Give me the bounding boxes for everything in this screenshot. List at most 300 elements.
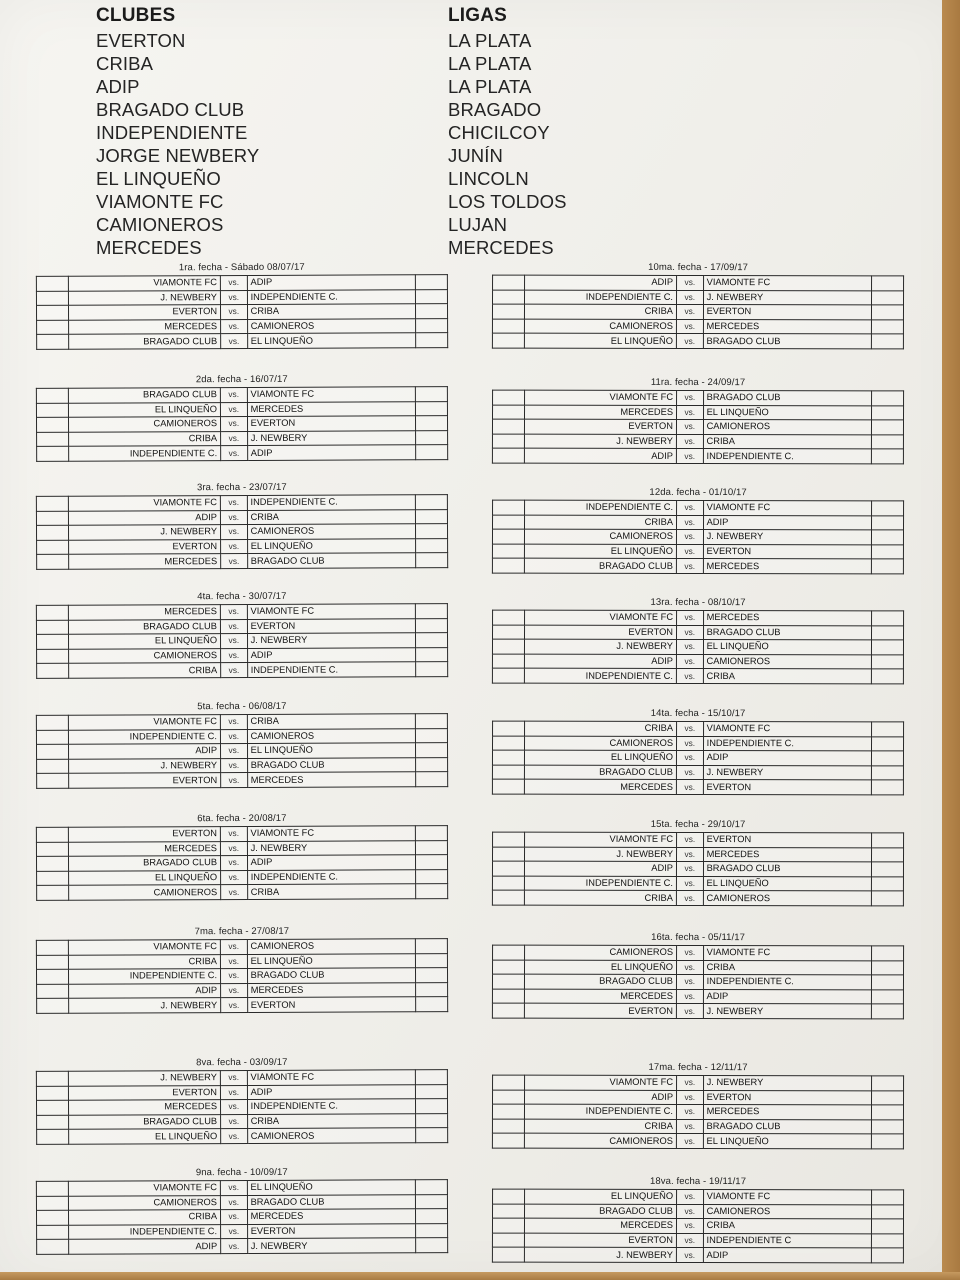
home-score-cell[interactable] — [37, 1240, 69, 1255]
home-score-cell[interactable] — [36, 1181, 68, 1196]
home-team-cell: BRAGADO CLUB — [524, 765, 676, 780]
away-score-cell[interactable] — [872, 1248, 904, 1263]
away-score-cell[interactable] — [872, 501, 904, 516]
home-team-cell: EVERTON — [68, 305, 220, 320]
home-team-cell: BRAGADO CLUB — [524, 974, 676, 989]
home-score-cell[interactable] — [492, 861, 524, 876]
away-team-cell: VIAMONTE FC — [703, 946, 872, 961]
home-score-cell[interactable] — [37, 774, 69, 789]
fixture-table — [492, 721, 904, 796]
home-team-cell: MERCEDES — [524, 405, 676, 420]
table-row — [492, 558, 903, 573]
away-team-cell: INDEPENDIENTE C. — [247, 289, 416, 304]
away-score-cell[interactable] — [872, 891, 904, 906]
home-score-cell[interactable] — [36, 940, 68, 955]
vs-label: vs. — [677, 1189, 704, 1204]
away-team-cell: J. NEWBERY — [247, 1238, 416, 1253]
away-score-cell[interactable] — [872, 990, 904, 1005]
away-score-cell[interactable] — [872, 1105, 904, 1120]
fixture-block — [492, 932, 904, 1020]
away-team-cell: VIAMONTE FC — [247, 604, 416, 619]
home-score-cell[interactable] — [36, 715, 68, 730]
away-score-cell[interactable] — [872, 1190, 904, 1205]
home-score-cell[interactable] — [36, 291, 68, 306]
away-score-cell[interactable] — [872, 877, 904, 892]
home-team-cell: VIAMONTE FC — [68, 496, 220, 511]
home-team-cell: ADIP — [68, 744, 220, 759]
liga-item: LA PLATA — [448, 30, 532, 51]
home-score-cell[interactable] — [492, 1133, 524, 1148]
away-team-cell: EVERTON — [703, 544, 872, 559]
away-team-cell: J. NEWBERY — [247, 633, 416, 648]
home-score-cell[interactable] — [492, 668, 524, 683]
home-score-cell[interactable] — [492, 974, 524, 989]
fixture-title: 16ta. fecha - 05/11/17 — [651, 931, 746, 944]
away-team-cell: ADIP — [703, 1248, 872, 1263]
away-team-cell: INDEPENDIENTE C. — [703, 449, 872, 464]
home-score-cell[interactable] — [493, 290, 525, 305]
home-score-cell[interactable] — [36, 955, 68, 970]
vs-label: vs. — [677, 721, 704, 736]
away-score-cell[interactable] — [416, 538, 448, 553]
home-score-cell[interactable] — [36, 511, 68, 526]
table-row — [493, 515, 904, 530]
away-team-cell: CAMIONEROS — [703, 420, 872, 435]
fixture-table — [36, 386, 448, 462]
home-score-cell[interactable] — [492, 779, 524, 794]
away-score-cell[interactable] — [872, 722, 904, 737]
away-score-cell[interactable] — [872, 625, 904, 640]
home-score-cell[interactable] — [492, 1218, 524, 1233]
home-score-cell[interactable] — [36, 1210, 68, 1225]
home-score-cell[interactable] — [37, 540, 69, 555]
home-score-cell[interactable] — [492, 434, 524, 449]
vs-label: vs. — [221, 758, 248, 773]
away-team-cell: CRIBA — [247, 509, 416, 524]
home-score-cell[interactable] — [493, 625, 525, 640]
away-score-cell[interactable] — [416, 884, 448, 899]
home-team-cell: MERCEDES — [68, 605, 220, 620]
away-score-cell[interactable] — [872, 655, 904, 670]
away-score-cell[interactable] — [416, 333, 448, 348]
away-score-cell[interactable] — [416, 647, 448, 662]
away-team-cell: VIAMONTE FC — [703, 276, 872, 291]
home-score-cell[interactable] — [493, 1189, 525, 1204]
away-team-cell: ADIP — [247, 445, 416, 460]
away-score-cell[interactable] — [872, 530, 904, 545]
home-score-cell[interactable] — [37, 432, 69, 447]
home-score-cell[interactable] — [36, 1071, 68, 1086]
vs-label: vs. — [676, 975, 703, 990]
away-score-cell[interactable] — [416, 318, 448, 333]
home-score-cell[interactable] — [493, 515, 525, 530]
home-team-cell: CAMIONEROS — [68, 1195, 220, 1210]
table-row — [493, 500, 904, 515]
home-score-cell[interactable] — [36, 305, 68, 320]
away-score-cell[interactable] — [872, 276, 904, 291]
away-score-cell[interactable] — [416, 1113, 448, 1128]
home-score-cell[interactable] — [492, 1233, 524, 1248]
home-team-cell: INDEPENDIENTE C. — [68, 969, 220, 984]
away-score-cell[interactable] — [872, 290, 904, 305]
away-score-cell[interactable] — [872, 1234, 904, 1249]
vs-label: vs. — [220, 619, 247, 634]
home-team-cell: CAMIONEROS — [68, 648, 220, 663]
club-item: INDEPENDIENTE — [96, 122, 248, 143]
fixture-title: 2da. fecha - 16/07/17 — [195, 373, 288, 386]
vs-label: vs. — [221, 1224, 248, 1239]
away-team-cell: CAMIONEROS — [247, 939, 416, 954]
table-row — [492, 319, 903, 334]
home-score-cell[interactable] — [493, 1090, 525, 1105]
home-score-cell[interactable] — [37, 984, 69, 999]
away-score-cell[interactable] — [872, 640, 904, 655]
home-team-cell: EVERTON — [68, 773, 220, 788]
away-team-cell: VIAMONTE FC — [703, 501, 872, 516]
away-score-cell[interactable] — [416, 1209, 448, 1224]
away-score-cell[interactable] — [872, 1090, 904, 1105]
away-score-cell[interactable] — [872, 435, 904, 450]
away-score-cell[interactable] — [416, 1070, 448, 1085]
away-score-cell[interactable] — [416, 304, 448, 319]
home-score-cell[interactable] — [37, 999, 69, 1014]
table-row — [37, 445, 448, 461]
home-score-cell[interactable] — [492, 529, 524, 544]
home-score-cell[interactable] — [492, 989, 524, 1004]
home-score-cell[interactable] — [492, 333, 524, 348]
fixture-table — [492, 945, 904, 1020]
away-score-cell[interactable] — [872, 862, 904, 877]
home-score-cell[interactable] — [492, 1104, 524, 1119]
away-score-cell[interactable] — [416, 1238, 448, 1253]
away-score-cell[interactable] — [416, 633, 448, 648]
home-score-cell[interactable] — [36, 827, 68, 842]
away-score-cell[interactable] — [416, 275, 448, 290]
home-score-cell[interactable] — [492, 558, 524, 573]
away-score-cell[interactable] — [872, 611, 904, 626]
home-score-cell[interactable] — [37, 555, 69, 570]
away-score-cell[interactable] — [416, 1084, 448, 1099]
away-score-cell[interactable] — [416, 840, 448, 855]
away-team-cell: EL LINQUEÑO — [247, 539, 416, 554]
away-score-cell[interactable] — [872, 320, 904, 335]
table-row — [493, 945, 904, 960]
away-score-cell[interactable] — [416, 1099, 448, 1114]
away-team-cell: CRIBA — [703, 669, 872, 684]
fixture-title: 3ra. fecha - 23/07/17 — [196, 481, 287, 494]
home-score-cell[interactable] — [492, 304, 524, 319]
table-row — [492, 1233, 903, 1248]
away-score-cell[interactable] — [872, 1076, 904, 1091]
home-score-cell[interactable] — [492, 750, 524, 765]
away-score-cell[interactable] — [416, 728, 448, 743]
vs-label: vs. — [676, 1219, 703, 1234]
away-score-cell[interactable] — [872, 780, 904, 795]
home-score-cell[interactable] — [36, 842, 68, 857]
away-score-cell[interactable] — [872, 559, 904, 574]
home-score-cell[interactable] — [37, 759, 69, 774]
away-score-cell[interactable] — [416, 869, 448, 884]
vs-label: vs. — [677, 960, 704, 975]
away-score-cell[interactable] — [872, 847, 904, 862]
away-score-cell[interactable] — [416, 982, 448, 997]
table-row — [492, 639, 903, 654]
vs-label: vs. — [221, 525, 248, 540]
table-row — [492, 668, 903, 683]
away-score-cell[interactable] — [872, 449, 904, 464]
away-score-cell[interactable] — [416, 757, 448, 772]
away-score-cell[interactable] — [416, 662, 448, 677]
home-score-cell[interactable] — [493, 500, 525, 515]
home-score-cell[interactable] — [492, 1003, 524, 1018]
away-score-cell[interactable] — [416, 401, 448, 416]
away-score-cell[interactable] — [872, 405, 904, 420]
away-team-cell: CRIBA — [247, 714, 416, 729]
table-row — [493, 275, 904, 290]
home-score-cell[interactable] — [36, 856, 68, 871]
away-score-cell[interactable] — [872, 515, 904, 530]
away-score-cell[interactable] — [872, 946, 904, 961]
away-score-cell[interactable] — [416, 997, 448, 1012]
fixture-title: 11ra. fecha - 24/09/17 — [650, 376, 746, 389]
fixture-title: 6ta. fecha - 20/08/17 — [197, 812, 287, 825]
away-score-cell[interactable] — [872, 305, 904, 320]
away-score-cell[interactable] — [872, 833, 904, 848]
home-score-cell[interactable] — [36, 969, 68, 984]
home-team-cell: ADIP — [524, 449, 676, 464]
away-score-cell[interactable] — [872, 420, 904, 435]
fixture-table — [492, 500, 904, 575]
away-score-cell[interactable] — [872, 669, 904, 684]
vs-label: vs. — [220, 275, 247, 290]
club-item: CRIBA — [96, 53, 154, 74]
away-team-cell: EL LINQUEÑO — [247, 1180, 416, 1195]
home-team-cell: MERCEDES — [524, 1218, 676, 1233]
home-score-cell[interactable] — [37, 335, 69, 350]
vs-label: vs. — [221, 773, 248, 788]
home-score-cell[interactable] — [36, 525, 68, 540]
away-score-cell[interactable] — [872, 1204, 904, 1219]
away-score-cell[interactable] — [416, 289, 448, 304]
away-score-cell[interactable] — [872, 975, 904, 990]
fixture-block — [36, 261, 448, 350]
away-score-cell[interactable] — [416, 430, 448, 445]
home-score-cell[interactable] — [36, 605, 68, 620]
away-score-cell[interactable] — [416, 1180, 448, 1195]
fixture-block — [492, 708, 904, 796]
away-score-cell[interactable] — [416, 826, 448, 841]
vs-label: vs. — [677, 847, 704, 862]
away-score-cell[interactable] — [416, 416, 448, 431]
home-score-cell[interactable] — [492, 765, 524, 780]
away-score-cell[interactable] — [416, 618, 448, 633]
home-score-cell[interactable] — [493, 275, 525, 290]
away-score-cell[interactable] — [872, 1134, 904, 1149]
vs-label: vs. — [221, 885, 248, 900]
fixture-table — [36, 274, 448, 350]
home-score-cell[interactable] — [37, 886, 69, 901]
table-row — [37, 1128, 448, 1144]
vs-label: vs. — [220, 729, 247, 744]
away-score-cell[interactable] — [416, 772, 448, 787]
vs-label: vs. — [677, 945, 704, 960]
away-score-cell[interactable] — [872, 766, 904, 781]
home-team-cell: CRIBA — [68, 431, 220, 446]
away-score-cell[interactable] — [416, 1194, 448, 1209]
vs-label: vs. — [221, 1210, 248, 1225]
away-score-cell[interactable] — [416, 509, 448, 524]
home-score-cell[interactable] — [37, 320, 69, 335]
away-score-cell[interactable] — [416, 743, 448, 758]
vs-label: vs. — [676, 449, 703, 464]
home-score-cell[interactable] — [36, 496, 68, 511]
home-score-cell[interactable] — [37, 1115, 69, 1130]
home-score-cell[interactable] — [36, 1100, 68, 1115]
away-score-cell[interactable] — [872, 1219, 904, 1234]
away-team-cell: MERCEDES — [703, 847, 872, 862]
away-score-cell[interactable] — [416, 445, 448, 460]
away-score-cell[interactable] — [872, 391, 904, 406]
home-score-cell[interactable] — [36, 417, 68, 432]
table-row — [492, 779, 903, 794]
home-score-cell[interactable] — [36, 1196, 68, 1211]
home-score-cell[interactable] — [37, 1130, 69, 1145]
home-team-cell: VIAMONTE FC — [68, 1181, 220, 1196]
vs-label: vs. — [220, 1195, 247, 1210]
home-score-cell[interactable] — [36, 744, 68, 759]
vs-label: vs. — [676, 420, 703, 435]
fixture-table — [36, 713, 448, 789]
table-row — [37, 333, 448, 349]
home-score-cell[interactable] — [492, 448, 524, 463]
home-score-cell[interactable] — [492, 890, 524, 905]
clubes-column — [96, 4, 259, 259]
home-score-cell[interactable] — [492, 1119, 524, 1134]
home-score-cell[interactable] — [493, 405, 525, 420]
home-team-cell: CAMIONEROS — [524, 529, 676, 544]
away-score-cell[interactable] — [416, 387, 448, 402]
away-score-cell[interactable] — [872, 545, 904, 560]
home-score-cell[interactable] — [36, 388, 68, 403]
home-score-cell[interactable] — [492, 1247, 524, 1262]
home-team-cell: CRIBA — [524, 1119, 676, 1134]
away-score-cell[interactable] — [416, 968, 448, 983]
liga-item: LINCOLN — [448, 168, 529, 189]
away-score-cell[interactable] — [416, 604, 448, 619]
vs-label: vs. — [220, 387, 247, 402]
away-score-cell[interactable] — [416, 953, 448, 968]
home-score-cell[interactable] — [492, 654, 524, 669]
home-score-cell[interactable] — [37, 871, 69, 886]
home-score-cell[interactable] — [492, 544, 524, 559]
table-row — [37, 662, 448, 678]
home-team-cell: CAMIONEROS — [68, 417, 220, 432]
away-team-cell: EL LINQUEÑO — [247, 333, 416, 348]
home-score-cell[interactable] — [36, 1086, 68, 1101]
fixture-title: 8va. fecha - 03/09/17 — [196, 1056, 288, 1069]
vs-label: vs. — [676, 862, 703, 877]
away-score-cell[interactable] — [872, 736, 904, 751]
away-team-cell: BRAGADO CLUB — [247, 553, 416, 568]
home-team-cell: CAMIONEROS — [524, 945, 676, 960]
home-score-cell[interactable] — [37, 664, 69, 679]
vs-label: vs. — [221, 554, 248, 569]
away-score-cell[interactable] — [416, 1223, 448, 1238]
vs-label: vs. — [221, 1100, 248, 1115]
home-team-cell: VIAMONTE FC — [524, 610, 676, 625]
fixture-table — [36, 494, 448, 570]
away-score-cell[interactable] — [416, 553, 448, 568]
table-row — [492, 1133, 903, 1148]
home-score-cell[interactable] — [492, 419, 524, 434]
away-score-cell[interactable] — [416, 1128, 448, 1143]
vs-label: vs. — [221, 983, 248, 998]
vs-label: vs. — [676, 876, 703, 891]
home-score-cell[interactable] — [37, 649, 69, 664]
away-score-cell[interactable] — [416, 714, 448, 729]
away-team-cell: INDEPENDIENTE C. — [703, 736, 872, 751]
away-team-cell: ADIP — [247, 1084, 416, 1099]
home-score-cell[interactable] — [493, 610, 525, 625]
fixture-block — [36, 1056, 448, 1145]
home-score-cell[interactable] — [36, 634, 68, 649]
away-score-cell[interactable] — [872, 1004, 904, 1019]
home-team-cell: INDEPENDIENTE C. — [524, 1104, 676, 1119]
fixture-title: 9na. fecha - 10/09/17 — [195, 1166, 288, 1179]
table-row — [493, 847, 904, 862]
home-score-cell[interactable] — [493, 736, 525, 751]
away-score-cell[interactable] — [872, 960, 904, 975]
away-team-cell: MERCEDES — [703, 559, 872, 574]
home-score-cell[interactable] — [493, 390, 525, 405]
away-score-cell[interactable] — [872, 334, 904, 349]
home-team-cell: ADIP — [524, 275, 676, 290]
home-score-cell[interactable] — [493, 847, 525, 862]
fixture-block — [492, 487, 904, 575]
away-score-cell[interactable] — [872, 751, 904, 766]
away-score-cell[interactable] — [416, 939, 448, 954]
away-score-cell[interactable] — [416, 524, 448, 539]
away-team-cell: EL LINQUEÑO — [247, 743, 416, 758]
home-score-cell[interactable] — [37, 447, 69, 462]
home-score-cell[interactable] — [492, 639, 524, 654]
vs-label: vs. — [677, 405, 704, 420]
home-score-cell[interactable] — [493, 960, 525, 975]
home-score-cell[interactable] — [36, 403, 68, 418]
home-score-cell[interactable] — [492, 876, 524, 891]
away-team-cell: EL LINQUEÑO — [703, 1134, 872, 1149]
fixture-title: 18va. fecha - 19/11/17 — [650, 1175, 747, 1188]
home-score-cell[interactable] — [493, 721, 525, 736]
away-team-cell: ADIP — [703, 515, 872, 530]
home-team-cell: INDEPENDIENTE C. — [524, 500, 676, 515]
home-score-cell[interactable] — [493, 832, 525, 847]
away-score-cell[interactable] — [872, 1120, 904, 1135]
vs-label: vs. — [221, 305, 248, 320]
home-score-cell[interactable] — [36, 276, 68, 291]
away-score-cell[interactable] — [416, 495, 448, 510]
home-score-cell[interactable] — [36, 730, 68, 745]
home-score-cell[interactable] — [493, 1075, 525, 1090]
home-score-cell[interactable] — [493, 1204, 525, 1219]
away-score-cell[interactable] — [416, 855, 448, 870]
vs-label: vs. — [676, 669, 703, 684]
home-score-cell[interactable] — [492, 319, 524, 334]
home-score-cell[interactable] — [493, 945, 525, 960]
home-score-cell[interactable] — [37, 1225, 69, 1240]
home-score-cell[interactable] — [36, 620, 68, 635]
vs-label: vs. — [221, 1239, 248, 1254]
